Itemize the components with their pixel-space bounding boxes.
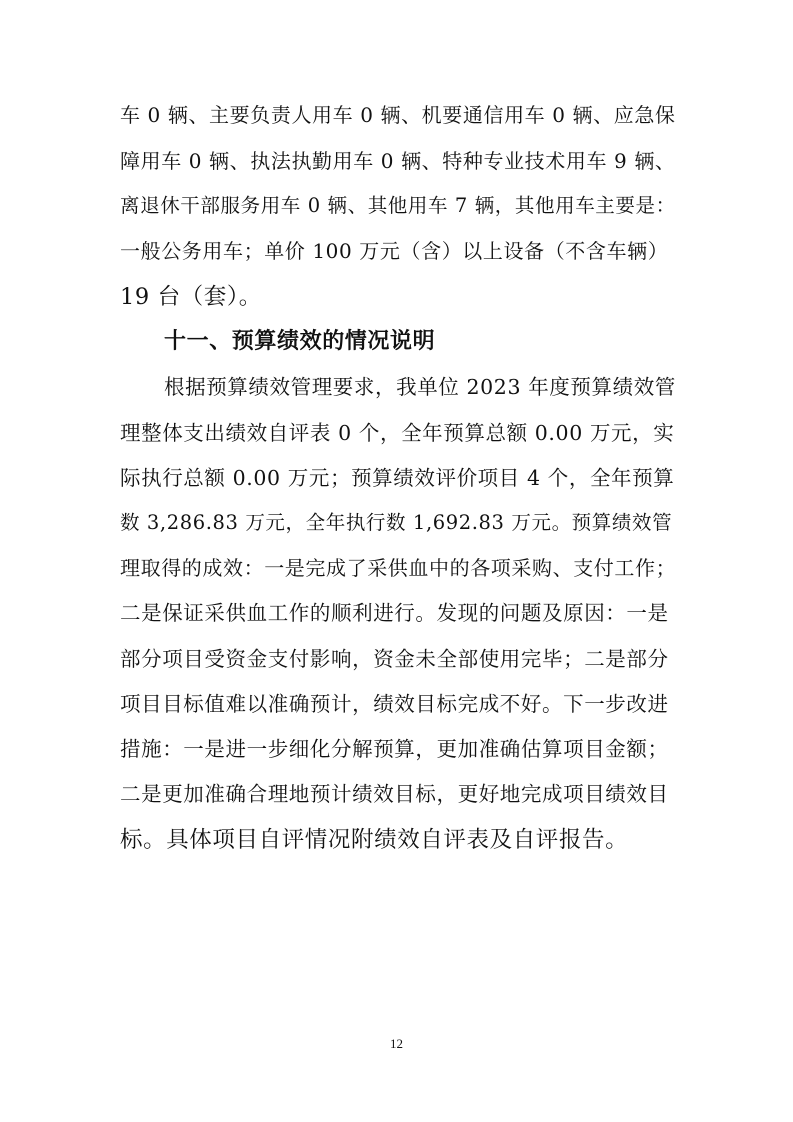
paragraph-line: 项目目标值难以准确预计，绩效目标完成不好。下一步改进 bbox=[120, 692, 669, 716]
body-text-line: 离退休干部服务用车 0 辆、其他用车 7 辆，其他用车主要是： bbox=[120, 194, 676, 217]
paragraph-line: 二是更加准确合理地预计绩效目标，更好地完成项目绩效目 bbox=[120, 782, 669, 806]
body-text-line: 19 台（套）。 bbox=[120, 284, 262, 310]
paragraph-line: 措施：一是进一步细化分解预算，更加准确估算项目金额； bbox=[120, 737, 669, 761]
paragraph-line: 理取得的成效：一是完成了采供血中的各项采购、支付工作； bbox=[120, 556, 677, 580]
paragraph-line: 根据预算绩效管理要求，我单位 2023 年度预算绩效管 bbox=[164, 375, 676, 399]
paragraph-line: 部分项目受资金支付影响，资金未全部使用完毕；二是部分 bbox=[120, 647, 669, 671]
paragraph-line: 数 3,286.83 万元，全年执行数 1,692.83 万元。预算绩效管 bbox=[120, 511, 673, 534]
paragraph-line: 标。具体项目自评情况附绩效自评表及自评报告。 bbox=[120, 827, 629, 853]
section-heading: 十一、预算绩效的情况说明 bbox=[164, 329, 436, 354]
paragraph-line: 际执行总额 0.00 万元；预算绩效评价项目 4 个，全年预算 bbox=[120, 466, 675, 490]
body-text-line: 车 0 辆、主要负责人用车 0 辆、机要通信用车 0 辆、应急保 bbox=[120, 103, 676, 127]
page-number: 12 bbox=[390, 1036, 403, 1051]
body-text-line: 一般公务用车；单价 100 万元（含）以上设备（不含车辆） bbox=[120, 239, 669, 263]
paragraph-line: 二是保证采供血工作的顺利进行。发现的问题及原因：一是 bbox=[120, 601, 669, 625]
paragraph-line: 理整体支出绩效自评表 0 个，全年预算总额 0.00 万元，实 bbox=[120, 421, 675, 445]
body-text-line: 障用车 0 辆、执法执勤用车 0 辆、特种专业技术用车 9 辆、 bbox=[120, 149, 676, 173]
